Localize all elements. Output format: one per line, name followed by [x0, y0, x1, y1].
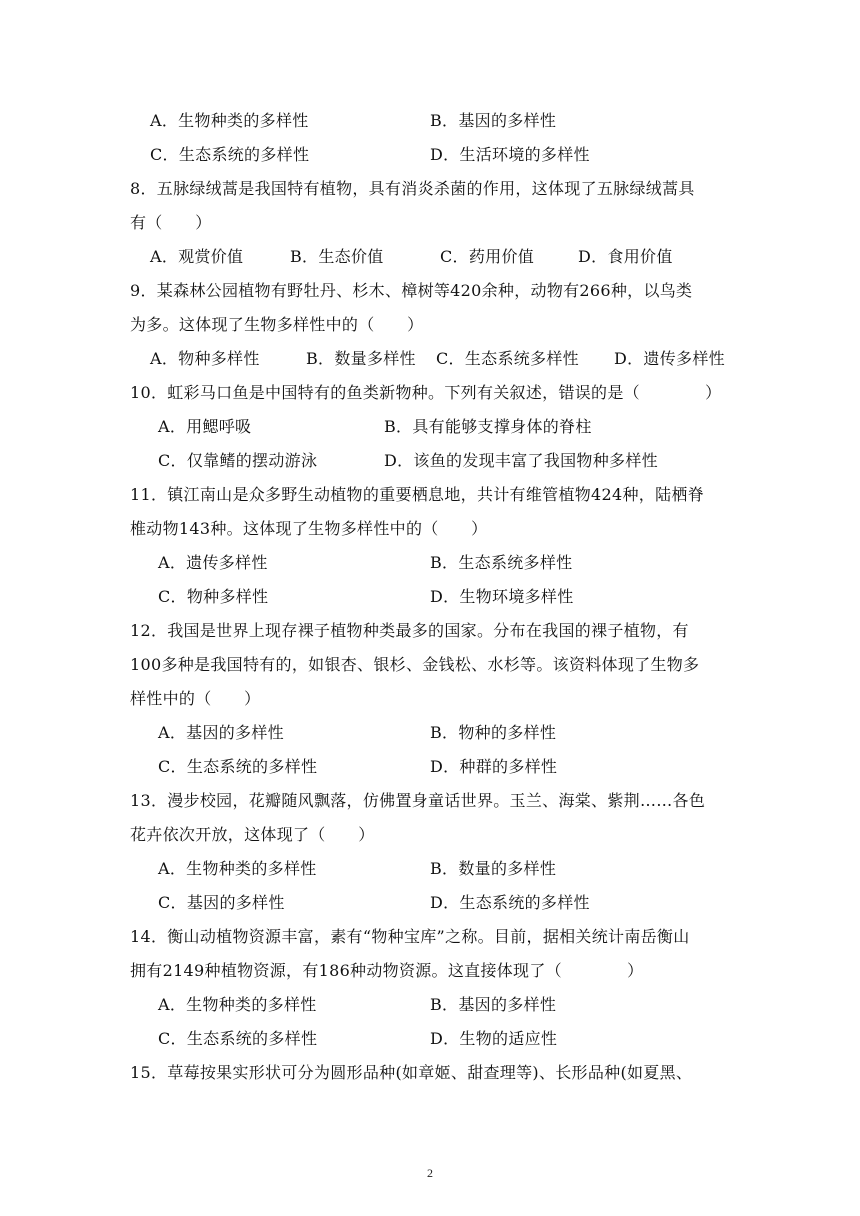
- q11-stem-line-2: 椎动物143种。这体现了生物多样性中的（ ）: [130, 519, 488, 538]
- q13-option-a: A．生物种类的多样性: [158, 859, 317, 878]
- q11-option-b: B．生态系统多样性: [430, 553, 573, 572]
- q13-option-d: D．生态系统的多样性: [430, 893, 590, 912]
- q11-option-c: C．物种多样性: [158, 587, 269, 606]
- q14-option-a: A．生物种类的多样性: [158, 995, 317, 1014]
- q11-option-d: D．生物环境多样性: [430, 587, 574, 606]
- q7-option-a: A．生物种类的多样性: [150, 111, 309, 130]
- q12-stem-line-2: 100多种是我国特有的，如银杏、银杉、金钱松、水杉等。该资料体现了生物多: [130, 655, 700, 674]
- q15-stem-line-1: 15．草莓按果实形状可分为圆形品种(如章姬、甜查理等)、长形品种(如夏黑、: [130, 1063, 693, 1082]
- q7-option-c: C．生态系统的多样性: [150, 145, 310, 164]
- page-number: 2: [427, 1166, 433, 1180]
- q13-stem-line-2: 花卉依次开放，这体现了（ ）: [130, 825, 375, 844]
- q12-option-a: A．基因的多样性: [158, 723, 284, 742]
- q10-stem-line-1: 10．虹彩马口鱼是中国特有的鱼类新物种。下列有关叙述，错误的是（ ）: [130, 383, 722, 402]
- q14-stem-line-2: 拥有2149种植物资源，有186种动物资源。这直接体现了（ ）: [130, 961, 644, 980]
- q8-option-d: D．食用价值: [578, 247, 673, 266]
- q9-stem-line-2: 为多。这体现了生物多样性中的（ ）: [130, 315, 424, 334]
- q9-stem-line-1: 9．某森林公园植物有野牡丹、杉木、樟树等420余种，动物有266种，以鸟类: [130, 281, 693, 300]
- q11-option-a: A．遗传多样性: [158, 553, 268, 572]
- q12-option-d: D．种群的多样性: [430, 757, 558, 776]
- q9-option-d: D．遗传多样性: [614, 349, 725, 368]
- q14-stem-line-1: 14．衡山动植物资源丰富，素有“物种宝库”之称。目前，据相关统计南岳衡山: [130, 927, 690, 946]
- q8-stem-line-2: 有（ ）: [130, 213, 212, 232]
- q10-option-a: A．用鳃呼吸: [158, 417, 252, 436]
- q12-stem-line-3: 样性中的（ ）: [130, 689, 261, 708]
- q13-option-c: C．基因的多样性: [158, 893, 285, 912]
- q9-option-a: A．物种多样性: [150, 349, 260, 368]
- q12-stem-line-1: 12．我国是世界上现存裸子植物种类最多的国家。分布在我国的裸子植物，有: [130, 621, 689, 640]
- q8-stem-line-1: 8．五脉绿绒蒿是我国特有植物，具有消炎杀菌的作用，这体现了五脉绿绒蒿具: [130, 179, 695, 198]
- q12-option-c: C．生态系统的多样性: [158, 757, 318, 776]
- q14-option-c: C．生态系统的多样性: [158, 1029, 318, 1048]
- q7-option-d: D．生活环境的多样性: [430, 145, 590, 164]
- q10-option-b: B．具有能够支撑身体的脊柱: [384, 417, 592, 436]
- q8-option-a: A．观赏价值: [150, 247, 244, 266]
- q11-stem-line-1: 11．镇江南山是众多野生动植物的重要栖息地，共计有维管植物424种，陆栖脊: [130, 485, 704, 504]
- q9-option-c: C．生态系统多样性: [436, 349, 579, 368]
- q13-stem-line-1: 13．漫步校园，花瓣随风飘落，仿佛置身童话世界。玉兰、海棠、紫荆……各色: [130, 791, 706, 810]
- q9-option-b: B．数量多样性: [306, 349, 416, 368]
- q7-option-b: B．基因的多样性: [430, 111, 557, 130]
- q14-option-d: D．生物的适应性: [430, 1029, 558, 1048]
- q13-option-b: B．数量的多样性: [430, 859, 557, 878]
- q12-option-b: B．物种的多样性: [430, 723, 557, 742]
- q8-option-c: C．药用价值: [440, 247, 535, 266]
- q10-option-d: D．该鱼的发现丰富了我国物种多样性: [384, 451, 658, 470]
- q8-option-b: B．生态价值: [290, 247, 384, 266]
- q10-option-c: C．仅靠鳍的摆动游泳: [158, 451, 318, 470]
- q14-option-b: B．基因的多样性: [430, 995, 557, 1014]
